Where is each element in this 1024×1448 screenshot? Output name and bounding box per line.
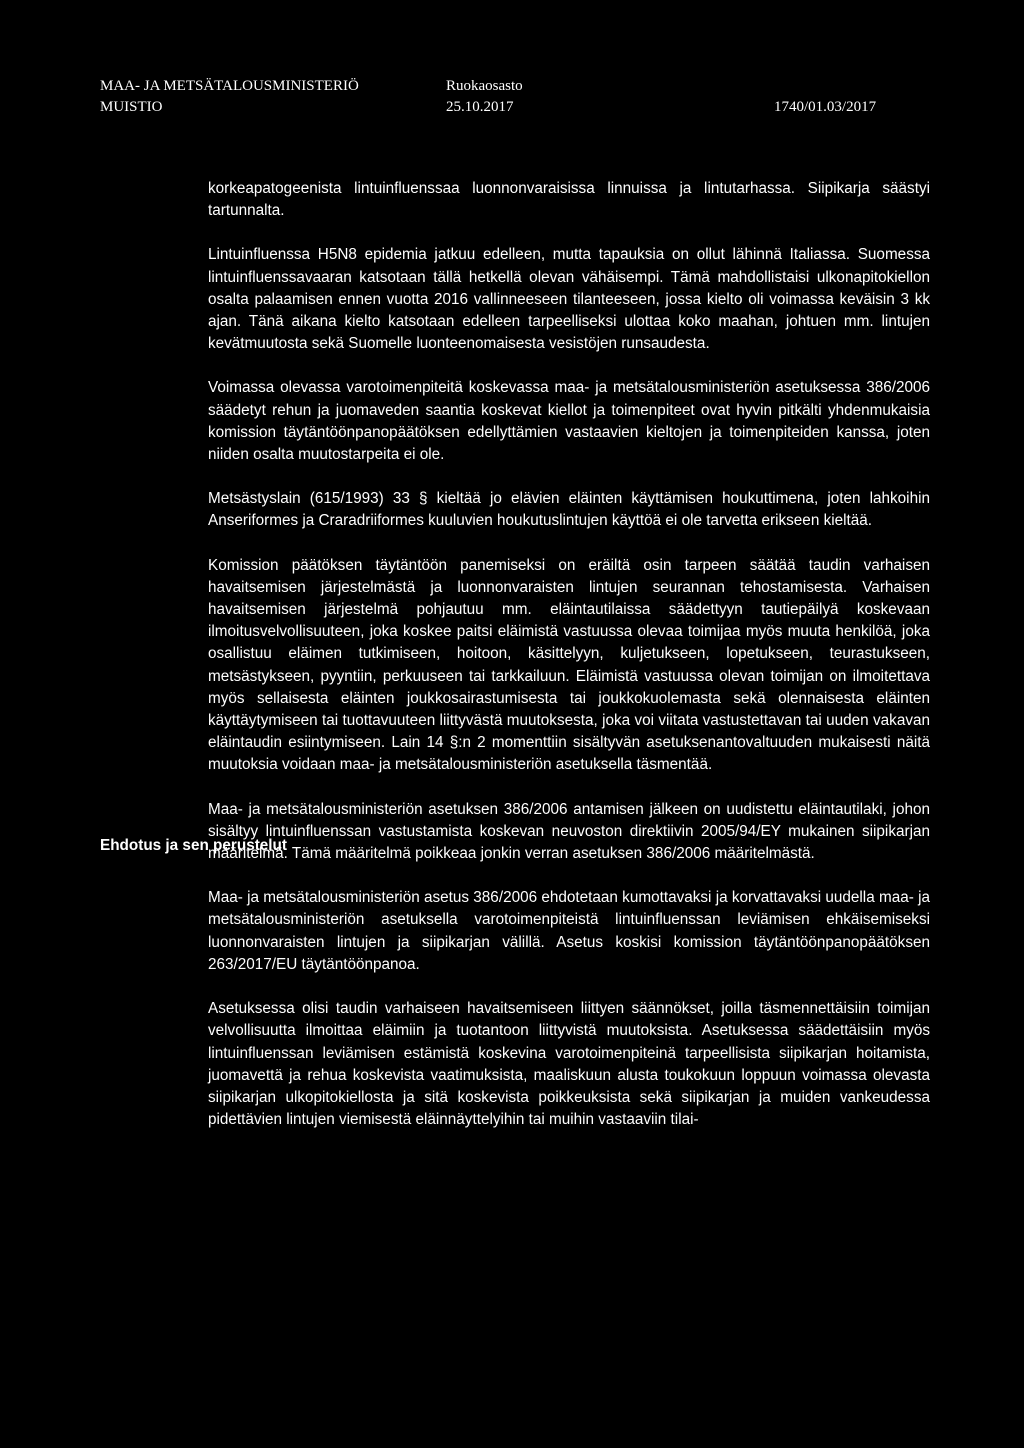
body-paragraph: Voimassa olevassa varotoimenpiteitä koskevassa maa- ja metsätalousministeriön asetuksessa 386/2006 säädetyt rehun ja juomaveden saantia koskevat kiellot ja toimenpiteet ovat hyvin pitkälti yhdenmukaisia komission täytäntöönpanopäätöksen edellyttämien vastaavien kieltojen ja toimenpiteiden kanssa, joten niiden osalta muutostarpeita ei ole. (208, 379, 930, 464)
document-type: MUISTIO (100, 99, 163, 115)
header-row-1 (100, 76, 880, 97)
section-paragraph: Maa- ja metsätalousministeriön asetus 386/2006 ehdotetaan kumottavaksi ja korvattavaksi uudella maa- ja metsätalousministeriön asetuksella varotoimenpiteistä lintuinfluenssan leviämisen ehkäisemiseksi luonnonvaraisten lintujen ja siipikarjan välillä. Asetus koskisi komission täytäntöönpanopäätöksen 263/2017/EU täytäntöönpanoa. (208, 889, 930, 973)
body-paragraph: Maa- ja metsätalousministeriön asetuksen 386/2006 antamisen jälkeen on uudistettu eläintautilaki, johon sisältyy lintuinfluenssan vastustamista koskevan neuvoston direktiivin 2005/94/EY mukainen siipikarjan määritelmä. Tämä määritelmä poikkeaa jonkin verran asetuksen 386/2006 määritelmästä. (208, 800, 930, 863)
section-paragraph: Asetuksessa olisi taudin varhaiseen havaitsemiseen liittyen säännökset, joilla täsmennettäisiin toimijan velvollisuutta ilmoittaa eläimiin ja tuotantoon liittyvistä muutoksista. Asetuksessa säädettäisiin myös lintuinfluenssan leviämisen estämistä koskevina varotoimenpiteinä tarpeellisista siipikarjan hoitamista, juomavettä ja rehua koskevista vaatimuksista, maaliskuun alusta toukokuun loppuun voimassa olevasta siipikarjan ulkopitokiellosta ja sitä koskevista poikkeuksista sekä siipikarjan ja muiden vankeudessa pidettävien lintujen viemisestä eläinnäyttelyihin tai muihin vastaaviin tilai- (208, 1000, 930, 1129)
body-paragraph: korkeapatogeenista lintuinfluenssaa luonnonvaraisissa linnuissa ja lintutarhassa. Siipikarja säästyi tartunnalta. (208, 180, 930, 220)
document-date: 25.10.2017 (446, 99, 514, 115)
proposal-section (100, 837, 930, 1131)
section-heading: Ehdotus ja sen perustelut (100, 837, 287, 855)
body-paragraph: Metsästyslain (615/1993) 33 § kieltää jo elävien eläinten käyttämisen houkuttimena, joten lahkoihin Anseriformes ja Craradriiformes kuuluvien houkutuslintujen käyttöä ei ole tarvetta erikseen kieltää. (208, 490, 930, 530)
document-header (100, 76, 880, 118)
header-row-2 (100, 97, 880, 118)
body-paragraph: Komission päätöksen täytäntöön panemiseksi on eräiltä osin tarpeen säätää taudin varhaisen havaitsemisen järjestelmästä ja luonnonvaraisten lintujen seurannan tehostamisesta. Varhaisen havaitsemisen järjestelmä pohjautuu mm. eläintautilaissa säädettyyn tautiepäilyä koskevaan ilmoitusvelvollisuuteen, joka koskee paitsi eläimistä vastuussa olevaa toimijaa myös muuta henkilöä, joka osallistuu eläimen tutkimiseen, hoitoon, käsittelyyn, kuljetukseen, lopetukseen, teurastukseen, metsästykseen, pyyntiin, perkuuseen tai tarkkailuun. Eläimistä vastuussa olevan toimijan on ilmoitettava myös sellaisesta eläinten joukkosairastumisesta tai joukkokuolemasta sekä olennaisesta eläinten käyttäytymiseen tai tuottavuuteen liittyvästä muutoksesta, joka voi viitata vastustettavan tai uuden vakavan eläintaudin esiintymiseen. Lain 14 §:n 2 momenttiin sisältyvän asetuksenantovaltuuden mukaisesti näitä muutoksia voidaan maa- ja metsätalousministeriön asetuksella täsmentää. (208, 556, 930, 774)
organization-name: MAA- JA METSÄTALOUSMINISTERIÖ (100, 78, 359, 94)
body-paragraph: Lintuinfluenssa H5N8 epidemia jatkuu edelleen, mutta tapauksia on ollut lähinnä Italiassa. Suomessa lintuinfluenssavaaran katsotaan tällä hetkellä olevan vähäisempi. Tämä mahdollistaisi ulkonapitokiellon osalta palaamisen ennen vuotta 2016 vallinneeseen tilanteeseen, jossa kielto oli voimassa keväisin 3 kk ajan. Tänä aikana kielto katsotaan edelleen tarpeelliseksi ulottaa koko maahan, johtuen mm. lintujen kevätmuutosta sekä Suomelle luonteenomaisesta vesistöjen runsaudesta. (208, 246, 930, 353)
document-reference: 1740/01.03/2017 (774, 99, 877, 115)
document-body (100, 178, 930, 1153)
department-name: Ruokaosasto (446, 78, 523, 94)
